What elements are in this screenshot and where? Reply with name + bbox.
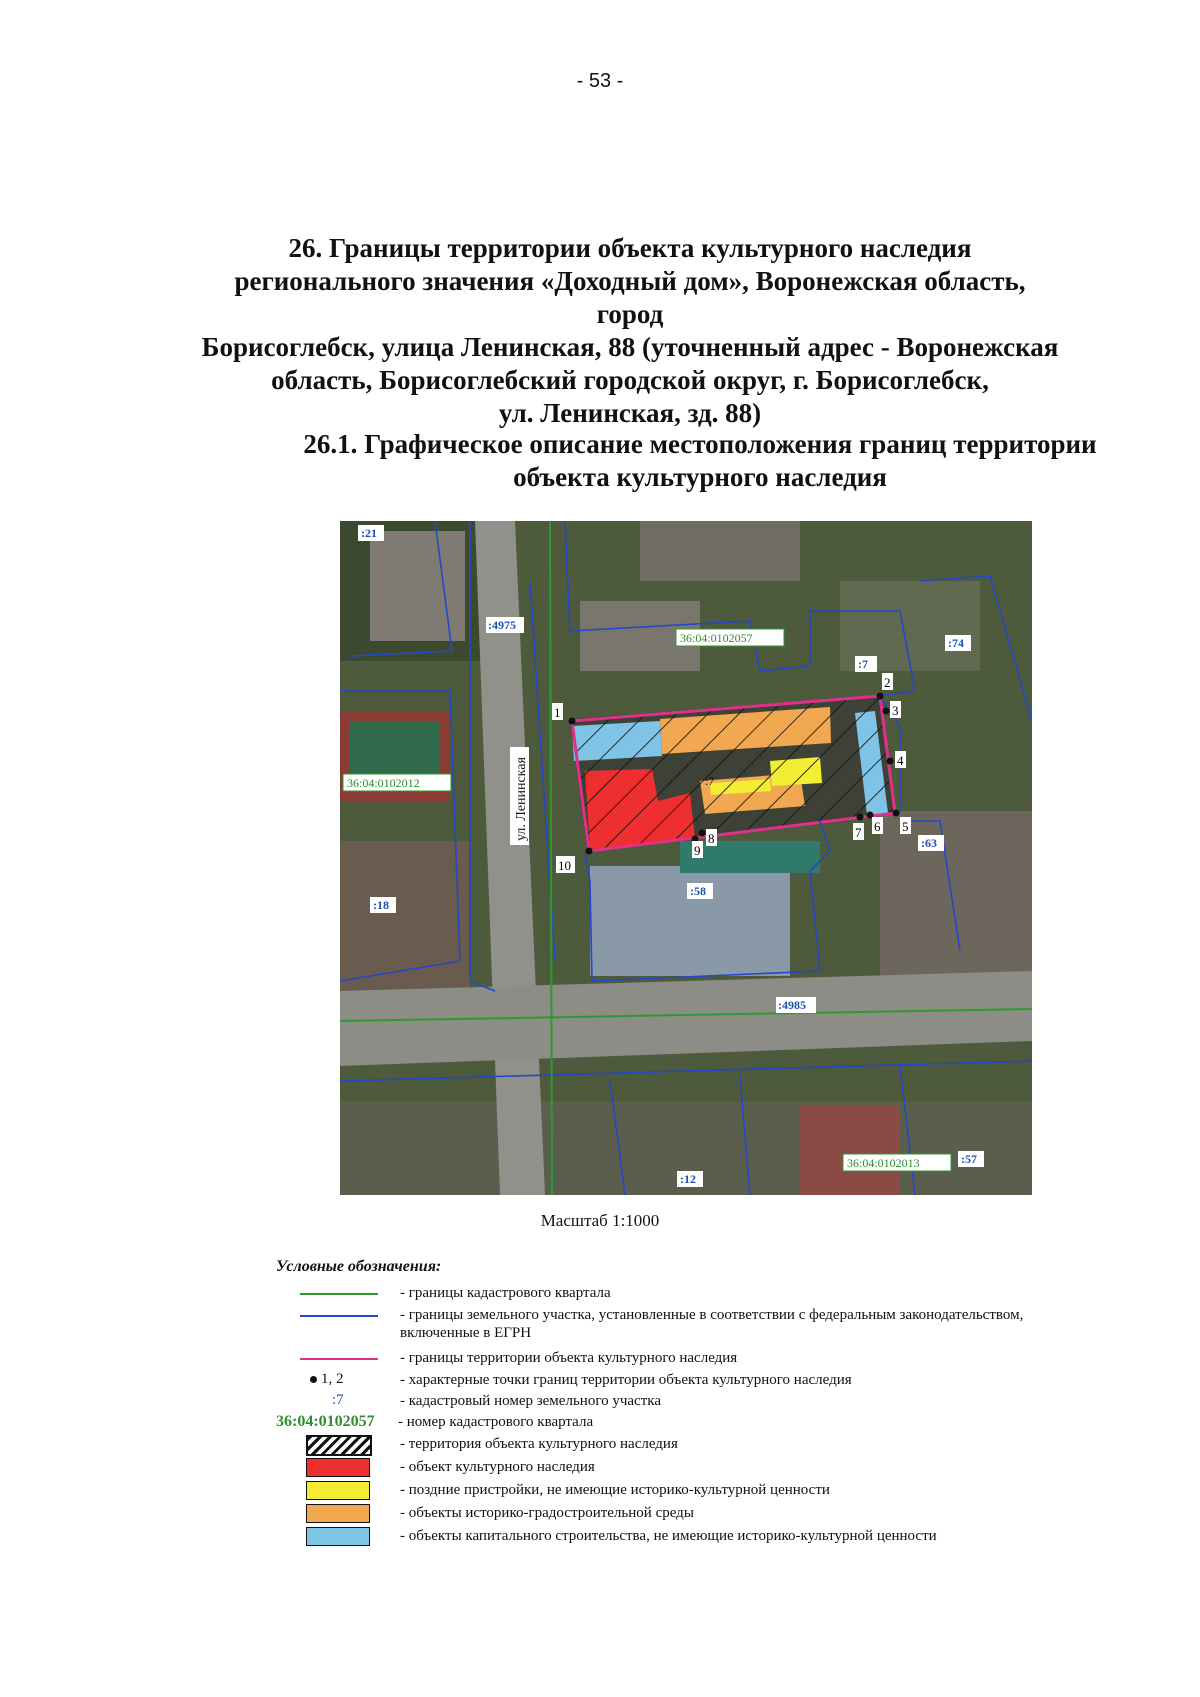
point-marker (699, 830, 706, 837)
legend-text: - территория объекта культурного наследия (400, 1436, 678, 1452)
street-label-group (510, 747, 529, 845)
point-marker (887, 758, 894, 765)
legend-symbol (280, 1306, 380, 1326)
legend-text: - характерные точки границ территории объекта культурного наследия (400, 1372, 852, 1388)
legend-symbol (280, 1527, 380, 1547)
point-marker (586, 848, 593, 855)
legend-text: - объекты капитального строительства, не имеющие историко-культурной ценности (400, 1528, 937, 1544)
point-label: 2 (884, 675, 891, 690)
legend-symbol (280, 1504, 380, 1524)
quarter-label: 36:04:0102012 (347, 776, 420, 790)
legend-symbol: 1, 2 (280, 1371, 380, 1391)
point-label: 1 (554, 705, 561, 720)
legend-text: - объекты историко-градостроительной среды (400, 1505, 694, 1521)
street-label: ул. Ленинская (514, 757, 529, 841)
parcel-label: :63 (921, 836, 937, 850)
page-number: - 53 - (576, 70, 624, 92)
point-label: 10 (558, 858, 571, 873)
point-dot-icon (310, 1376, 317, 1383)
map-scale: Масштаб 1:1000 (540, 1211, 660, 1230)
point-label: 7 (855, 825, 862, 840)
legend-text: - поздние пристройки, не имеющие историко-культурной ценности (400, 1482, 830, 1498)
legend-symbol: :7 (332, 1392, 344, 1408)
point-marker (877, 693, 884, 700)
legend-text: - границы кадастрового квартала (400, 1285, 611, 1301)
quarter-label: 36:04:0102057 (680, 631, 753, 645)
parcel-label: :18 (373, 898, 389, 912)
legend-symbol (280, 1284, 380, 1304)
legend-symbol (280, 1458, 380, 1478)
parcel-label: :4975 (488, 618, 516, 632)
heading-line: регионального значения «Доходный дом», Воронежская область, город (234, 266, 1026, 329)
parcel-label: :7 (858, 657, 868, 671)
point-marker (857, 814, 864, 821)
map-svg (340, 521, 1032, 1195)
legend-text: - кадастровый номер земельного участка (400, 1393, 661, 1409)
heading-line: область, Борисоглебский городской округ, г. Борисоглебск, (271, 365, 989, 395)
parcel-label: :4985 (778, 998, 806, 1012)
parcel-label-site (705, 774, 714, 788)
point-label: 3 (892, 703, 899, 718)
legend-symbol: 36:04:0102057 (276, 1413, 375, 1430)
point-label: 6 (874, 819, 881, 834)
point-label: 4 (897, 753, 904, 768)
legend-text: - объект культурного наследия (400, 1459, 595, 1475)
heading-line: 26. Границы территории объекта культурного наследия (288, 233, 972, 263)
subheading-line: 26.1. Графическое описание местоположения границ территории (303, 429, 1097, 459)
parcel-label: :7 (705, 774, 715, 788)
legend-symbol (280, 1435, 380, 1455)
parcel-label: :57 (961, 1152, 977, 1166)
point-marker (569, 718, 576, 725)
section-heading (200, 232, 1060, 430)
point-label: 8 (708, 831, 715, 846)
parcel-label: :74 (948, 636, 964, 650)
point-label: 5 (902, 819, 909, 834)
subsection-heading (270, 428, 1130, 494)
legend-symbol (280, 1481, 380, 1501)
legend-text: - номер кадастрового квартала (398, 1414, 594, 1430)
heading-line: ул. Ленинская, зд. 88) (498, 398, 762, 428)
parcel-label: :21 (361, 526, 377, 540)
heading-line: Борисоглебск, улица Ленинская, 88 (уточненный адрес - Воронежская (201, 332, 1059, 362)
legend-title: Условные обозначения: (276, 1258, 442, 1275)
legend-symbol (280, 1349, 380, 1369)
legend-text: - границы земельного участка, установленные в соответствии с федеральным законодательством, включенные в ЕГРН (400, 1307, 1024, 1341)
point-label: 9 (694, 843, 701, 858)
parcel-label: :58 (690, 884, 706, 898)
subheading-line: объекта культурного наследия (513, 462, 887, 492)
building (590, 866, 790, 976)
point-marker (883, 708, 890, 715)
legend-text: - границы территории объекта культурного наследия (400, 1350, 738, 1366)
point-marker (893, 810, 900, 817)
quarter-label: 36:04:0102013 (847, 1156, 920, 1170)
cadastral-map (340, 521, 1032, 1195)
parcel-label: :12 (680, 1172, 696, 1186)
